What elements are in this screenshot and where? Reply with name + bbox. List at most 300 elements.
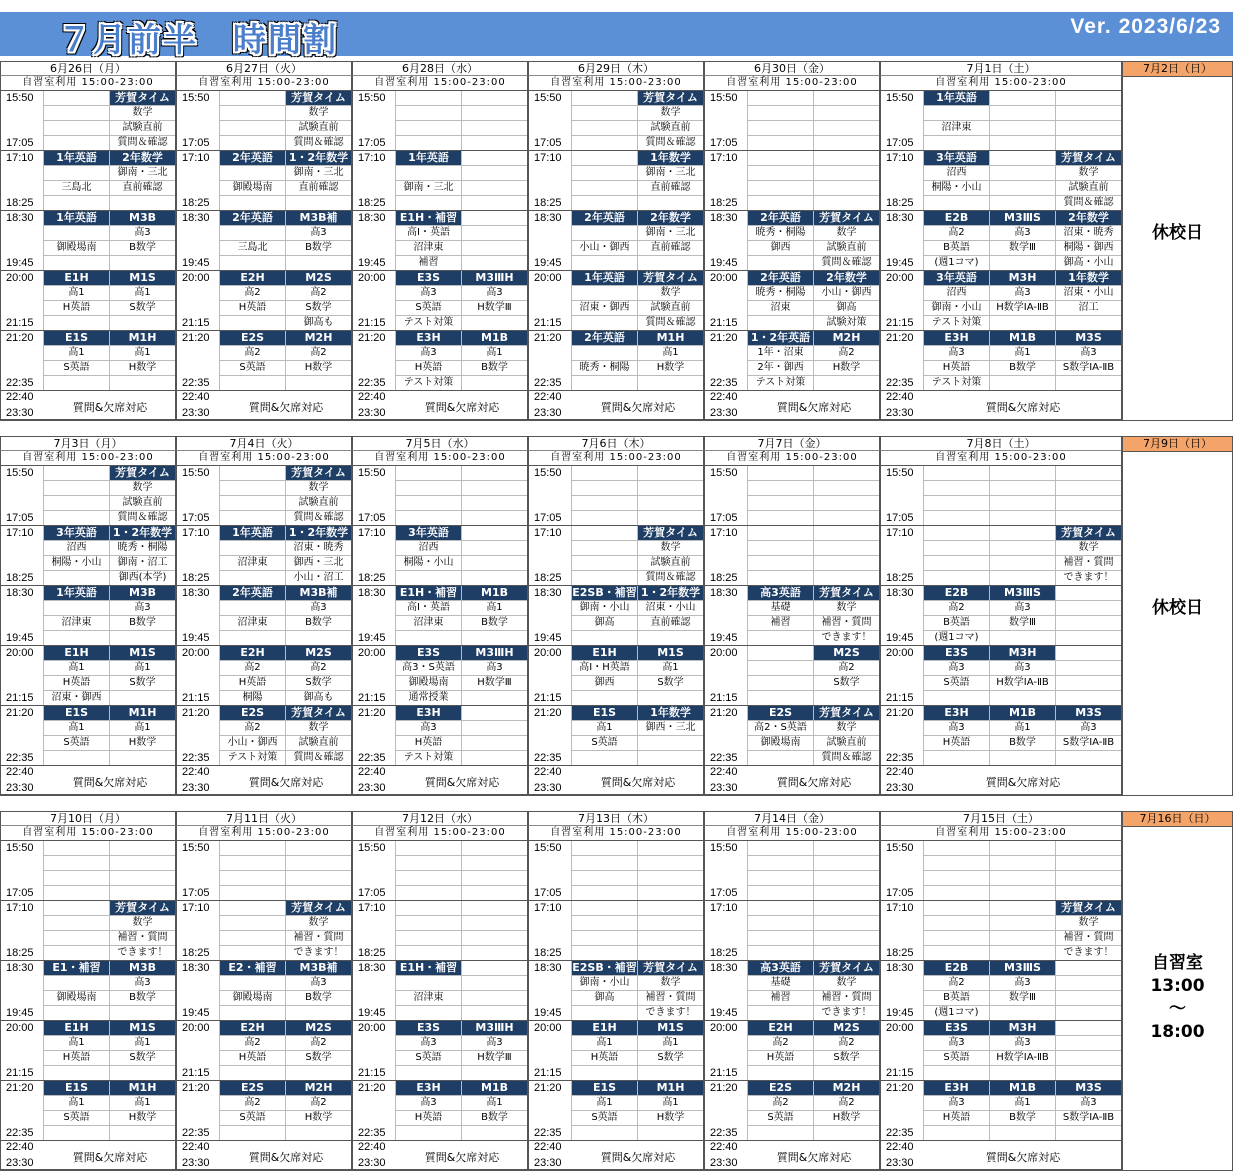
class-header: E1・補習 <box>44 961 110 976</box>
class-detail: B英語 <box>924 616 990 631</box>
class-detail: 補習 <box>748 991 814 1006</box>
end-time: 21:15 <box>358 317 386 329</box>
qa-row <box>0 391 176 421</box>
end-time: 23:30 <box>534 1157 562 1169</box>
slot-divider <box>704 646 880 706</box>
slot-divider <box>352 646 528 706</box>
end-time: 21:15 <box>6 692 34 704</box>
start-time: 18:30 <box>358 212 386 224</box>
start-time: 15:50 <box>886 467 914 479</box>
class-detail: H数学ⅠA-ⅡB <box>990 1051 1056 1066</box>
class-header: E2H <box>220 646 286 661</box>
end-time: 21:15 <box>6 1067 34 1079</box>
start-time: 17:10 <box>534 902 562 914</box>
class-header: 芳賀タイム <box>1056 526 1122 541</box>
slot-divider <box>704 331 880 391</box>
sunday-column <box>1122 61 1233 421</box>
study-room-hours: 自習室利用 15:00-23:00 <box>176 451 352 466</box>
class-detail: 高3 <box>990 976 1056 991</box>
class-header: 芳賀タイム <box>814 586 880 601</box>
class-detail: 沼東・暁秀 <box>286 541 352 556</box>
slot-divider <box>176 526 352 586</box>
class-detail: 高2 <box>814 346 880 361</box>
class-detail: 桐陽・小山 <box>44 556 110 571</box>
class-header: E2S <box>220 331 286 346</box>
sunday-column <box>1122 436 1233 796</box>
slot-divider <box>352 466 528 526</box>
sunday-note: 休校日 <box>1152 223 1203 243</box>
qa-row <box>352 1141 528 1171</box>
class-header: 1年数学 <box>638 151 704 166</box>
class-detail: 高2 <box>748 1036 814 1051</box>
class-detail: 御西 <box>572 676 638 691</box>
class-header: E1H・補習 <box>396 961 462 976</box>
class-detail: 高1 <box>572 1036 638 1051</box>
slot-divider <box>352 271 528 331</box>
end-time: 18:25 <box>358 572 386 584</box>
end-time: 19:45 <box>534 257 562 269</box>
class-detail: S数学 <box>286 676 352 691</box>
start-time: 15:50 <box>886 92 914 104</box>
class-detail: 高1 <box>638 661 704 676</box>
end-time: 19:45 <box>710 632 738 644</box>
start-time: 17:10 <box>710 902 738 914</box>
class-detail: 沼西 <box>924 166 990 181</box>
class-detail: 高1 <box>110 1036 176 1051</box>
class-detail: 高3 <box>1056 721 1122 736</box>
study-room-hours: 自習室利用 15:00-23:00 <box>352 826 528 841</box>
qa-label: 質問&欠席対応 <box>72 776 148 789</box>
class-detail: 沼津東 <box>924 121 990 136</box>
class-header: E2S <box>748 1081 814 1096</box>
qa-row <box>0 1141 176 1171</box>
end-time: 22:35 <box>886 377 914 389</box>
class-header: M1B <box>990 706 1056 721</box>
qa-row <box>880 766 1122 796</box>
class-detail: 高1 <box>110 346 176 361</box>
class-header: 1・2年数学 <box>638 586 704 601</box>
slot-divider <box>704 901 880 961</box>
class-header: M1S <box>110 646 176 661</box>
end-time: 22:35 <box>358 377 386 389</box>
start-time: 20:00 <box>710 647 738 659</box>
study-room-hours: 自習室利用 15:00-23:00 <box>528 826 704 841</box>
slot-divider <box>880 1081 1122 1141</box>
class-header: M3B補 <box>286 586 352 601</box>
slot-divider <box>352 1081 528 1141</box>
class-header: M1B <box>462 331 528 346</box>
slot-divider <box>352 586 528 646</box>
start-time: 21:20 <box>534 707 562 719</box>
class-header: M1S <box>638 1021 704 1036</box>
start-time: 21:20 <box>358 1082 386 1094</box>
class-detail: H数学 <box>110 1111 176 1126</box>
class-detail: 数学 <box>814 721 880 736</box>
start-time: 17:10 <box>358 527 386 539</box>
end-time: 23:30 <box>710 1157 738 1169</box>
qa-label: 質問&欠席対応 <box>248 401 324 414</box>
class-header: 1・2年数学 <box>110 526 176 541</box>
end-time: 23:30 <box>6 1157 34 1169</box>
class-detail: 高3 <box>1056 346 1122 361</box>
slot-divider <box>0 271 176 331</box>
end-time: 23:30 <box>358 1157 386 1169</box>
slot-divider <box>0 706 176 766</box>
end-time: 21:15 <box>534 692 562 704</box>
start-time: 17:10 <box>358 152 386 164</box>
class-detail: 高1 <box>110 661 176 676</box>
slot-divider <box>176 331 352 391</box>
end-time: 23:30 <box>534 407 562 419</box>
class-header: E1S <box>572 706 638 721</box>
start-time: 15:50 <box>6 842 34 854</box>
day-column <box>880 61 1122 421</box>
class-header: 2年数学 <box>638 211 704 226</box>
slot-divider <box>528 646 704 706</box>
qa-row <box>176 766 352 796</box>
class-header: E3H <box>924 331 990 346</box>
class-detail: H数学 <box>110 736 176 751</box>
slot-divider <box>528 586 704 646</box>
class-header: M1H <box>638 1081 704 1096</box>
start-time: 15:50 <box>710 467 738 479</box>
end-time: 17:05 <box>182 137 210 149</box>
end-time: 23:30 <box>710 407 738 419</box>
end-time: 17:05 <box>886 137 914 149</box>
class-detail: 高1 <box>572 1096 638 1111</box>
slot-divider <box>528 526 704 586</box>
slot-divider <box>880 331 1122 391</box>
start-time: 22:40 <box>6 766 34 778</box>
class-header: 3年英語 <box>924 271 990 286</box>
start-time: 22:40 <box>6 391 34 403</box>
slot-divider <box>704 151 880 211</box>
day-date: 6月27日（火） <box>176 61 352 76</box>
class-header: E2S <box>220 1081 286 1096</box>
qa-label: 質問&欠席対応 <box>600 1151 676 1164</box>
class-detail: 高1 <box>110 286 176 301</box>
end-time: 17:05 <box>710 512 738 524</box>
class-detail: 数学 <box>1056 541 1122 556</box>
class-header: 1・2年英語 <box>748 331 814 346</box>
slot-divider <box>880 901 1122 961</box>
day-date: 7月10日（月） <box>0 811 176 826</box>
class-header: M1H <box>110 706 176 721</box>
end-time: 17:05 <box>710 137 738 149</box>
class-detail: 数学Ⅲ <box>990 616 1056 631</box>
day-column <box>528 811 704 1171</box>
start-time: 18:30 <box>710 587 738 599</box>
end-time: 17:05 <box>534 887 562 899</box>
class-header: 芳賀タイム <box>286 706 352 721</box>
end-time: 21:15 <box>886 317 914 329</box>
slot-divider <box>176 841 352 901</box>
class-header: 2年数学 <box>110 151 176 166</box>
class-detail: B数学 <box>462 616 528 631</box>
class-header: E2H <box>220 1021 286 1036</box>
start-time: 18:30 <box>886 962 914 974</box>
slot-divider <box>880 1021 1122 1081</box>
start-time: 15:50 <box>182 467 210 479</box>
end-time: 17:05 <box>6 137 34 149</box>
start-time: 15:50 <box>534 842 562 854</box>
day-date: 7月3日（月） <box>0 436 176 451</box>
class-detail: 高3 <box>990 286 1056 301</box>
class-detail: 質問＆確認 <box>814 751 880 766</box>
slot-divider <box>0 331 176 391</box>
class-header: 1年英語 <box>44 211 110 226</box>
end-time: 18:25 <box>534 197 562 209</box>
start-time: 17:10 <box>6 527 34 539</box>
class-header: E1S <box>44 706 110 721</box>
qa-row <box>528 766 704 796</box>
class-header: M1H <box>110 1081 176 1096</box>
qa-label: 質問&欠席対応 <box>248 1151 324 1164</box>
end-time: 18:25 <box>6 947 34 959</box>
end-time: 17:05 <box>886 512 914 524</box>
class-detail: 高3 <box>924 346 990 361</box>
class-detail: H英語 <box>572 1051 638 1066</box>
study-room-hours: 自習室利用 15:00-23:00 <box>176 826 352 841</box>
class-detail: 質問＆確認 <box>638 571 704 586</box>
class-header: E2H <box>220 271 286 286</box>
slot-divider <box>704 961 880 1021</box>
end-time: 19:45 <box>182 1007 210 1019</box>
slot-divider <box>528 961 704 1021</box>
class-detail: S英語 <box>572 1111 638 1126</box>
class-detail: 御高・小山 <box>1056 256 1122 271</box>
qa-row <box>352 391 528 421</box>
slot-divider <box>176 91 352 151</box>
qa-row <box>880 391 1122 421</box>
qa-row <box>0 766 176 796</box>
class-detail: 高3 <box>924 661 990 676</box>
class-detail: H英語 <box>44 676 110 691</box>
slot-divider <box>0 91 176 151</box>
slot-divider <box>176 646 352 706</box>
class-header: M1S <box>110 271 176 286</box>
sunday-date: 7月2日（日） <box>1123 62 1232 77</box>
end-time: 19:45 <box>534 1007 562 1019</box>
sunday-note: 13:00 <box>1150 976 1205 996</box>
day-date: 7月6日（木） <box>528 436 704 451</box>
class-detail: 桐陽 <box>220 691 286 706</box>
class-detail: H数学Ⅲ <box>462 1051 528 1066</box>
class-detail: 直前確認 <box>110 181 176 196</box>
class-detail: 試験直前 <box>286 736 352 751</box>
slot-divider <box>880 91 1122 151</box>
class-detail: 数学Ⅲ <box>990 991 1056 1006</box>
class-detail: 沼東・暁秀 <box>1056 226 1122 241</box>
slot-divider <box>528 91 704 151</box>
end-time: 21:15 <box>358 1067 386 1079</box>
class-header: M1H <box>638 331 704 346</box>
class-detail: 補習・質問 <box>1056 931 1122 946</box>
study-room-hours: 自習室利用 15:00-23:00 <box>0 451 176 466</box>
class-detail: 沼東 <box>748 301 814 316</box>
slot-divider <box>0 586 176 646</box>
start-time: 20:00 <box>358 272 386 284</box>
start-time: 17:10 <box>182 902 210 914</box>
end-time: 22:35 <box>886 1127 914 1139</box>
class-header: M3S <box>1056 1081 1122 1096</box>
day-date: 6月30日（金） <box>704 61 880 76</box>
class-detail: 高3 <box>396 1036 462 1051</box>
class-detail: 直前確認 <box>286 181 352 196</box>
class-detail: B数学 <box>110 991 176 1006</box>
class-detail: 御殿場南 <box>44 991 110 1006</box>
class-detail: 高1 <box>462 601 528 616</box>
sunday-note: 自習室 <box>1152 953 1203 973</box>
sunday-note: ～ <box>1169 999 1186 1019</box>
class-detail: できます！ <box>286 946 352 961</box>
class-detail: 高3 <box>396 346 462 361</box>
class-detail: B数学 <box>110 616 176 631</box>
start-time: 22:40 <box>182 1141 210 1153</box>
header-bar <box>0 12 1233 59</box>
class-detail: 沼東・小山 <box>638 601 704 616</box>
end-time: 19:45 <box>6 1007 34 1019</box>
start-time: 15:50 <box>358 92 386 104</box>
class-header: M3B <box>110 586 176 601</box>
end-time: 17:05 <box>182 887 210 899</box>
class-detail: 高1 <box>462 1096 528 1111</box>
class-detail: 高3 <box>396 721 462 736</box>
class-header: M1B <box>462 1081 528 1096</box>
end-time: 22:35 <box>182 1127 210 1139</box>
class-header: M3ⅢS <box>990 961 1056 976</box>
end-time: 21:15 <box>6 317 34 329</box>
end-time: 23:30 <box>182 782 210 794</box>
class-header: M3S <box>1056 706 1122 721</box>
class-header: M1H <box>110 331 176 346</box>
class-detail: 補習・質問 <box>638 991 704 1006</box>
class-detail: B数学 <box>990 1111 1056 1126</box>
slot-divider <box>704 841 880 901</box>
end-time: 22:35 <box>710 377 738 389</box>
class-detail: 暁秀・桐陽 <box>748 286 814 301</box>
slot-divider <box>528 1021 704 1081</box>
slot-divider <box>0 466 176 526</box>
start-time: 20:00 <box>6 272 34 284</box>
class-detail: 高1 <box>44 661 110 676</box>
class-detail: 御南・小山 <box>572 601 638 616</box>
end-time: 18:25 <box>886 947 914 959</box>
class-detail: 1年・沼東 <box>748 346 814 361</box>
class-detail: 高2 <box>814 1036 880 1051</box>
class-header: M3H <box>990 646 1056 661</box>
end-time: 17:05 <box>710 887 738 899</box>
qa-label: 質問&欠席対応 <box>424 401 500 414</box>
class-header: M3ⅢH <box>462 1021 528 1036</box>
qa-label: 質問&欠席対応 <box>600 401 676 414</box>
class-detail: テスト対策 <box>748 376 814 391</box>
class-detail: 質問＆確認 <box>286 751 352 766</box>
slot-divider <box>352 1021 528 1081</box>
class-detail: 高1 <box>44 1096 110 1111</box>
start-time: 22:40 <box>710 766 738 778</box>
end-time: 21:15 <box>710 317 738 329</box>
end-time: 23:30 <box>886 407 914 419</box>
class-detail: B数学 <box>286 991 352 1006</box>
class-detail: 御殿場南 <box>44 241 110 256</box>
class-detail: 御南・沼工 <box>110 556 176 571</box>
class-detail: H数学 <box>286 1111 352 1126</box>
start-time: 18:30 <box>358 962 386 974</box>
slot-divider <box>704 1021 880 1081</box>
class-header: E3H <box>924 1081 990 1096</box>
class-detail: 御殿場南 <box>396 676 462 691</box>
class-detail: 沼西 <box>924 286 990 301</box>
end-time: 17:05 <box>6 512 34 524</box>
slot-divider <box>176 211 352 271</box>
class-header: E3H <box>396 331 462 346</box>
class-detail: H数学 <box>286 361 352 376</box>
slot-divider <box>880 466 1122 526</box>
class-header: M2H <box>286 1081 352 1096</box>
day-date: 7月15日（土） <box>880 811 1122 826</box>
class-detail: テスト対策 <box>924 316 990 331</box>
slot-divider <box>704 586 880 646</box>
class-detail: 数学 <box>286 721 352 736</box>
start-time: 17:10 <box>534 152 562 164</box>
class-detail: 桐陽・小山 <box>924 181 990 196</box>
class-detail: 数学 <box>814 226 880 241</box>
class-detail: 高1 <box>990 346 1056 361</box>
class-header: 芳賀タイム <box>638 961 704 976</box>
class-detail: H英語 <box>44 1051 110 1066</box>
end-time: 23:30 <box>886 782 914 794</box>
slot-divider <box>880 211 1122 271</box>
class-detail: S英語 <box>44 361 110 376</box>
end-time: 18:25 <box>710 572 738 584</box>
class-detail: 高2 <box>814 1096 880 1111</box>
class-detail: 高2 <box>286 1096 352 1111</box>
start-time: 18:30 <box>534 962 562 974</box>
class-detail: 高3 <box>286 601 352 616</box>
start-time: 20:00 <box>534 647 562 659</box>
day-date: 7月8日（土） <box>880 436 1122 451</box>
start-time: 21:20 <box>182 332 210 344</box>
class-detail: S英語 <box>44 736 110 751</box>
start-time: 18:30 <box>534 212 562 224</box>
class-detail: B英語 <box>924 241 990 256</box>
start-time: 18:30 <box>886 587 914 599</box>
class-detail: 補習・質問 <box>814 616 880 631</box>
start-time: 22:40 <box>358 391 386 403</box>
class-header: M3B補 <box>286 211 352 226</box>
qa-row <box>528 391 704 421</box>
start-time: 21:20 <box>6 332 34 344</box>
class-header: 芳賀タイム <box>286 91 352 106</box>
class-detail: S数学 <box>110 301 176 316</box>
class-detail: H数学 <box>814 1111 880 1126</box>
class-header: 3年英語 <box>44 526 110 541</box>
study-room-hours: 自習室利用 15:00-23:00 <box>528 451 704 466</box>
class-detail: H数学 <box>814 361 880 376</box>
sunday-date: 7月16日（日） <box>1123 812 1232 827</box>
class-detail: 高3 <box>396 286 462 301</box>
day-column <box>528 436 704 796</box>
slot-divider <box>176 961 352 1021</box>
slot-divider <box>880 841 1122 901</box>
class-detail: 試験直前 <box>286 121 352 136</box>
study-room-hours: 自習室利用 15:00-23:00 <box>0 826 176 841</box>
class-detail: 高3 <box>396 1096 462 1111</box>
class-detail: 直前確認 <box>638 241 704 256</box>
slot-divider <box>704 211 880 271</box>
end-time: 17:05 <box>358 887 386 899</box>
